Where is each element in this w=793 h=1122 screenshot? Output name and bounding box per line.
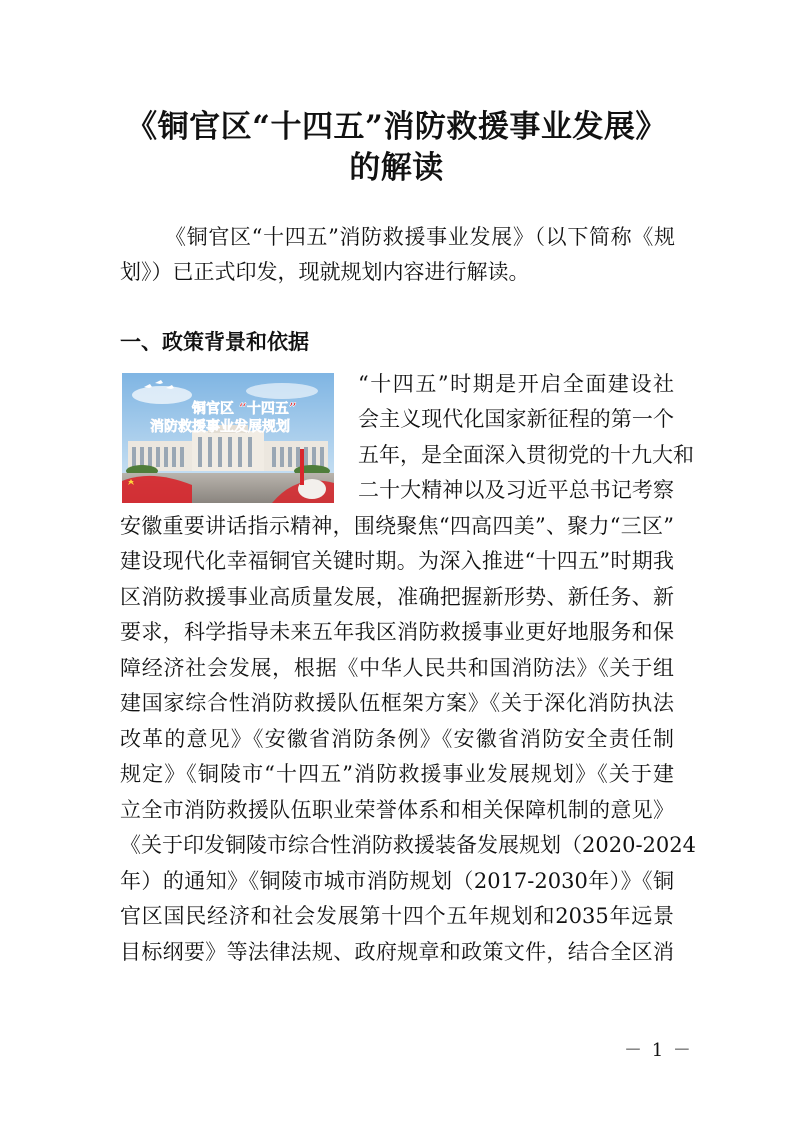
page-number: － 1 － bbox=[624, 1040, 693, 1061]
section-heading: 一、政策背景和依据 bbox=[120, 330, 309, 354]
paragraph-line: 五年，是全面深入贯彻党的十九大和 bbox=[358, 443, 694, 467]
paragraph-line: 改革的意见》《安徽省消防条例》《安徽省消防安全责任制 bbox=[120, 727, 674, 751]
paragraph-line: 《关于印发铜陵市综合性消防救援装备发展规划（2020-2024 bbox=[120, 833, 696, 857]
paragraph-line: 区消防救援事业高质量发展，准确把握新形势、新任务、新 bbox=[120, 585, 674, 609]
paragraph-line: 会主义现代化国家新征程的第一个 bbox=[358, 407, 674, 431]
image-caption-line-2: 消防救援事业发展规划 bbox=[150, 419, 290, 435]
intro-paragraph-line-1: 《铜官区“十四五”消防救援事业发展》（以下简称《规 bbox=[165, 225, 675, 249]
paragraph-line: 年）的通知》《铜陵市城市消防规划（2017-2030年）》《铜 bbox=[120, 869, 674, 893]
intro-paragraph-line-2: 划》）已正式印发，现就规划内容进行解读。 bbox=[120, 260, 530, 284]
paragraph-line: 官区国民经济和社会发展第十四个五年规划和2035年远景 bbox=[120, 904, 674, 928]
building-photo bbox=[122, 373, 334, 503]
paragraph-line: 目标纲要》等法律法规、政府规章和政策文件，结合全区消 bbox=[120, 940, 674, 964]
paragraph-line: 障经济社会发展，根据《中华人民共和国消防法》《关于组 bbox=[120, 656, 674, 680]
paragraph-line: “十四五”时期是开启全面建设社 bbox=[358, 372, 674, 396]
document-title-line-2: 的解读 bbox=[349, 150, 444, 186]
paragraph-line: 建国家综合性消防救援队伍框架方案》《关于深化消防执法 bbox=[120, 691, 674, 715]
paragraph-line: 二十大精神以及习近平总书记考察 bbox=[358, 478, 674, 502]
paragraph-line: 立全市消防救援队伍职业荣誉体系和相关保障机制的意见》 bbox=[120, 798, 674, 822]
document-title-line-1: 《铜官区“十四五”消防救援事业发展》 bbox=[126, 109, 667, 145]
paragraph-line: 建设现代化幸福铜官关键时期。为深入推进“十四五”时期我 bbox=[120, 549, 674, 573]
paragraph-line: 规定》《铜陵市“十四五”消防救援事业发展规划》《关于建 bbox=[120, 762, 674, 786]
paragraph-line: 安徽重要讲话指示精神，围绕聚焦“四高四美”、聚力“三区” bbox=[120, 514, 674, 538]
paragraph-line: 要求，科学指导未来五年我区消防救援事业更好地服务和保 bbox=[120, 620, 674, 644]
image-caption-line-1: 铜官区 “十四五” bbox=[192, 401, 297, 417]
